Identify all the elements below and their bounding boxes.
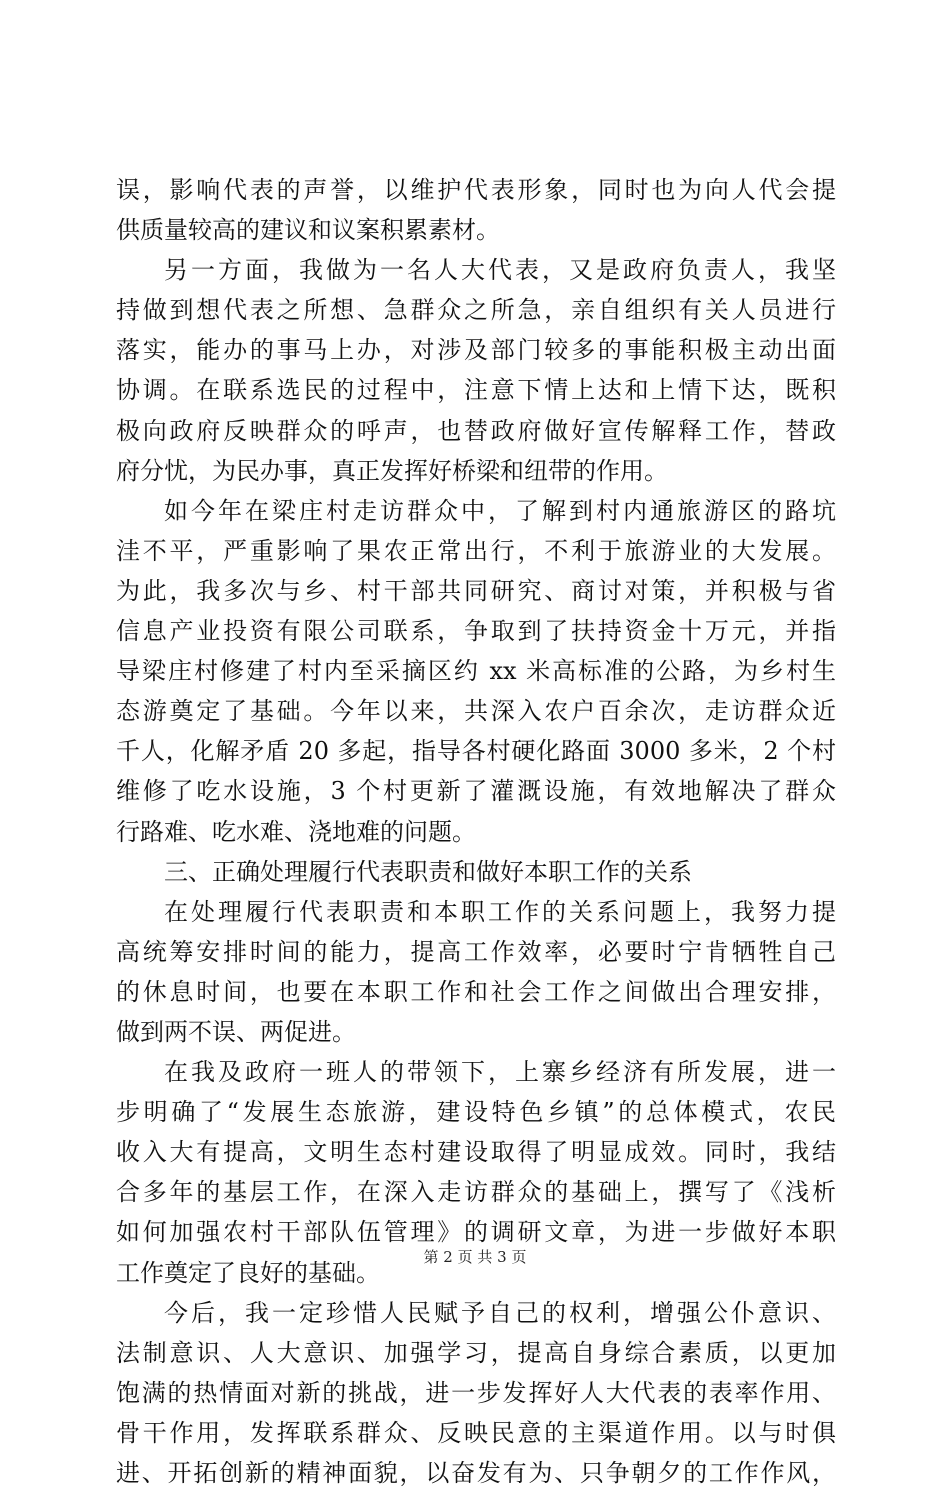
paragraph: [116, 892, 836, 1052]
paragraph: [116, 170, 836, 250]
text-line: 步明确了“发展生态旅游，建设特色乡镇”的总体模式，农民: [116, 1098, 836, 1127]
text-line: 供质量较高的建议和议案积累素材。: [116, 216, 500, 245]
text-line: 合多年的基层工作，在深入走访群众的基础上，撰写了《浅析: [116, 1178, 836, 1207]
text-line: 维修了吃水设施，3 个村更新了灌溉设施，有效地解决了群众: [116, 777, 836, 806]
text-line: 导梁庄村修建了村内至采摘区约 xx 米高标准的公路，为乡村生: [116, 657, 836, 686]
text-line: 协调。在联系选民的过程中，注意下情上达和上情下达，既积: [116, 376, 836, 405]
text-line: 三、正确处理履行代表职责和做好本职工作的关系: [164, 857, 692, 886]
text-line: 高统筹安排时间的能力，提高工作效率，必要时宁肯牺牲自己: [116, 937, 836, 966]
text-line: 收入大有提高，文明生态村建设取得了明显成效。同时，我结: [116, 1138, 836, 1167]
paragraph: [116, 491, 836, 852]
text-line: 工作奠定了良好的基础。: [116, 1258, 380, 1287]
text-line: 法制意识、人大意识、加强学习，提高自身综合素质，以更加: [116, 1338, 836, 1367]
text-line: 如何加强农村干部队伍管理》的调研文章，为进一步做好本职: [116, 1218, 836, 1247]
text-line: 饱满的热情面对新的挑战，进一步发挥好人大代表的表率作用、: [116, 1378, 836, 1407]
page-number-label: 第 2 页 共 3 页: [423, 1248, 527, 1266]
page-footer: [0, 1247, 950, 1267]
text-line: 在处理履行代表职责和本职工作的关系问题上，我努力提: [164, 897, 836, 926]
text-line: 态游奠定了基础。今年以来，共深入农户百余次，走访群众近: [116, 697, 836, 726]
text-line: 府分忧，为民办事，真正发挥好桥梁和纽带的作用。: [116, 456, 668, 485]
text-line: 进、开拓创新的精神面貌，以奋发有为、只争朝夕的工作作风，: [116, 1459, 836, 1487]
text-line: 千人，化解矛盾 20 多起，指导各村硬化路面 3000 多米，2 个村: [116, 737, 836, 766]
paragraph: [116, 1293, 836, 1493]
document-body: [116, 170, 836, 1493]
text-line: 持做到想代表之所想、急群众之所急，亲自组织有关人员进行: [116, 296, 836, 325]
text-line: 的休息时间，也要在本职工作和社会工作之间做出合理安排，: [116, 977, 836, 1006]
text-line: 行路难、吃水难、浇地难的问题。: [116, 817, 476, 846]
text-line: 误，影响代表的声誉，以维护代表形象，同时也为向人代会提: [116, 176, 836, 204]
text-line: 另一方面，我做为一名人大代表，又是政府负责人，我坚: [164, 256, 836, 285]
text-line: 洼不平，严重影响了果农正常出行，不利于旅游业的大发展。: [116, 536, 836, 565]
text-line: 极向政府反映群众的呼声，也替政府做好宣传解释工作，替政: [116, 416, 836, 445]
text-line: 如今年在梁庄村走访群众中，了解到村内通旅游区的路坑: [164, 496, 836, 525]
text-line: 今后，我一定珍惜人民赋予自己的权利，增强公仆意识、: [164, 1298, 836, 1327]
text-line: 为此，我多次与乡、村干部共同研究、商讨对策，并积极与省: [116, 576, 836, 605]
text-line: 在我及政府一班人的带领下，上寨乡经济有所发展，进一: [164, 1058, 836, 1087]
text-line: 做到两不误、两促进。: [116, 1017, 356, 1046]
text-line: 骨干作用，发挥联系群众、反映民意的主渠道作用。以与时俱: [116, 1418, 836, 1447]
paragraph: [116, 250, 836, 491]
text-line: 落实，能办的事马上办，对涉及部门较多的事能积极主动出面: [116, 336, 836, 365]
paragraph: [116, 852, 836, 892]
text-line: 信息产业投资有限公司联系，争取到了扶持资金十万元，并指: [116, 617, 836, 646]
